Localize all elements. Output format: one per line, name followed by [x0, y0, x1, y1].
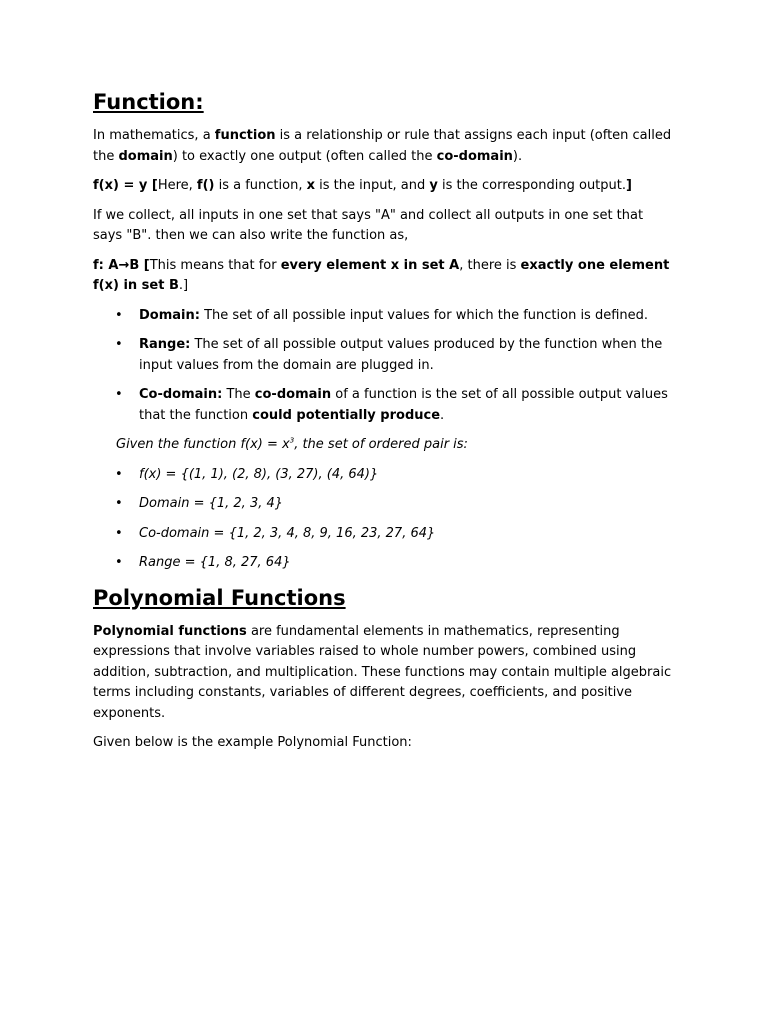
- paragraph-function-definition: In mathematics, a function is a relationship or rule that assigns each input (often called the domain) to exactly one output (often called the co-domain).: [93, 128, 672, 164]
- bullet-icon: •: [115, 466, 123, 482]
- example-ordered-pairs: • f(x) = {(1, 1), (2, 8), (3, 27), (4, 64)}: [93, 465, 676, 486]
- bullet-icon: •: [115, 337, 123, 352]
- term-codomain: co-domain: [436, 148, 513, 164]
- definition-codomain: • Co-domain: The co-domain of a function is the set of all possible output values that the function could potentially produce.: [115, 387, 668, 423]
- term-function: function: [214, 128, 276, 143]
- bullet-icon: •: [115, 555, 123, 570]
- paragraph-mapping-notation: f: A→B [This means that for every element x in set A, there is exactly one element f(x) in set B.]: [93, 257, 670, 293]
- bullet-icon: •: [115, 307, 123, 323]
- example-codomain: • Co-domain = {1, 2, 3, 4, 8, 9, 16, 23, 27, 64}: [93, 524, 676, 545]
- definitions-list: [93, 306, 676, 427]
- term-domain: domain: [118, 148, 173, 164]
- definition-domain: • Domain: The set of all possible input values for which the function is defined.: [93, 306, 676, 327]
- paragraph-function-notation: f(x) = y [Here, f() is a function, x is the input, and y is the corresponding output.]: [93, 178, 632, 193]
- paragraph-polynomial-definition: Polynomial functions are fundamental elements in mathematics, representing expressions that involve variables raised to whole number powers, combined using addition, subtraction, and multiplication. These functions may contain multiple algebraic terms including constants, variables of different degrees, coefficients, and positive exponents.: [93, 623, 672, 721]
- example-list: [93, 465, 676, 574]
- example-intro: Given the function $f(x) = x^3$, the set of ordered pair is:: [116, 436, 468, 452]
- bullet-icon: •: [115, 496, 123, 511]
- definition-range: • Range: The set of all possible output values produced by the function when the input values from the domain are plugged in.: [115, 337, 663, 373]
- example-range: • Range = {1, 8, 27, 64}: [93, 553, 676, 574]
- example-domain: • Domain = {1, 2, 3, 4}: [93, 494, 676, 515]
- paragraph-polynomial-example-intro: Given below is the example Polynomial Function:: [93, 735, 412, 750]
- heading-function: Function:: [93, 90, 204, 114]
- bullet-icon: •: [115, 525, 123, 541]
- paragraph-sets: If we collect, all inputs in one set that says "A" and collect all outputs in one set that says "B". then we can also write the function as,: [93, 207, 644, 243]
- bullet-icon: •: [115, 387, 123, 402]
- heading-polynomial-functions: Polynomial Functions: [93, 585, 346, 610]
